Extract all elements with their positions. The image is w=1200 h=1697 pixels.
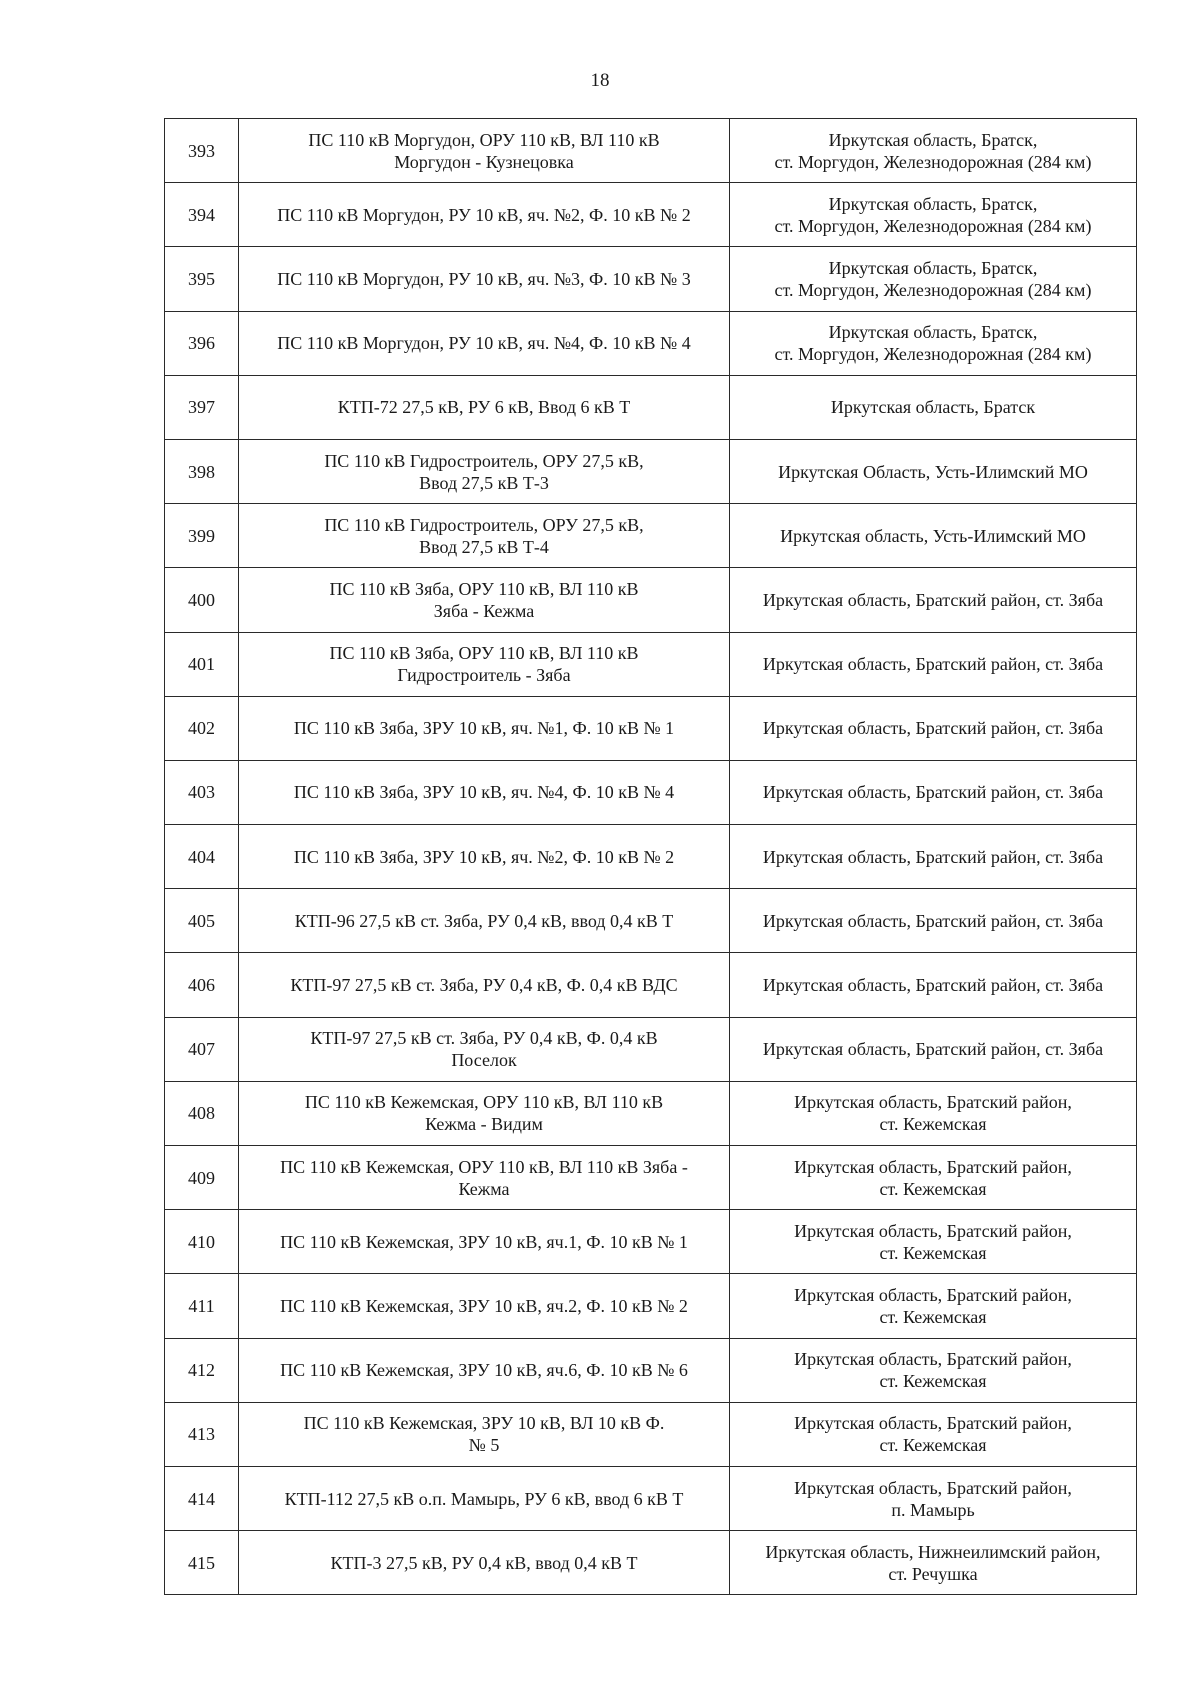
address-text-line: Иркутская область, Братск,	[828, 193, 1038, 214]
table-row	[165, 696, 1137, 760]
object-cell	[239, 889, 730, 953]
object-text-line: КТП-97 27,5 кВ ст. Зяба, РУ 0,4 кВ, Ф. 0,4 кВ ВДС	[290, 975, 678, 996]
address-text-line: ст. Кежемская	[879, 1178, 987, 1199]
address-cell	[730, 696, 1137, 760]
object-text-line: Моргудон - Кузнецовка	[394, 151, 574, 172]
table-row	[165, 1210, 1137, 1274]
row-number-cell: 410	[165, 1210, 239, 1274]
row-number-cell: 405	[165, 889, 239, 953]
address-text-line: Иркутская область, Братск,	[828, 257, 1038, 278]
address-text-line: Иркутская область, Братск	[830, 397, 1036, 418]
table-row	[165, 1466, 1137, 1530]
object-text-line: ПС 110 кВ Кежемская, ОРУ 110 кВ, ВЛ 110 кВ Зяба -	[280, 1156, 688, 1177]
address-text-line: Иркутская область, Братский район, ст. Зяба	[762, 718, 1104, 739]
table-row	[165, 1531, 1137, 1595]
address-text-line: Иркутская область, Братск,	[828, 322, 1038, 343]
object-cell	[239, 183, 730, 247]
object-text-line: КТП-3 27,5 кВ, РУ 0,4 кВ, ввод 0,4 кВ Т	[330, 1552, 638, 1573]
object-text-line: Ввод 27,5 кВ Т-4	[419, 536, 549, 557]
object-cell	[239, 119, 730, 183]
object-cell	[239, 311, 730, 375]
table-row	[165, 183, 1137, 247]
address-text-line: ст. Моргудон, Железнодорожная (284 км)	[774, 151, 1092, 172]
address-cell	[730, 119, 1137, 183]
row-number-cell: 399	[165, 504, 239, 568]
object-text-line: ПС 110 кВ Кежемская, ЗРУ 10 кВ, яч.1, Ф. 10 кВ № 1	[280, 1231, 688, 1252]
object-cell	[239, 1210, 730, 1274]
address-text-line: Иркутская Область, Усть-Илимский МО	[778, 461, 1088, 482]
table-body	[165, 119, 1137, 1595]
address-text-line: п. Мамырь	[891, 1499, 975, 1520]
row-number-cell: 407	[165, 1017, 239, 1081]
row-number-cell: 415	[165, 1531, 239, 1595]
address-text-line: ст. Кежемская	[879, 1435, 987, 1456]
table-row	[165, 504, 1137, 568]
row-number-cell: 413	[165, 1402, 239, 1466]
table-row	[165, 889, 1137, 953]
row-number-cell: 401	[165, 632, 239, 696]
object-text-line: ПС 110 кВ Гидростроитель, ОРУ 27,5 кВ,	[324, 514, 644, 535]
object-text-line: ПС 110 кВ Гидростроитель, ОРУ 27,5 кВ,	[324, 450, 644, 471]
table-row	[165, 953, 1137, 1017]
table-row	[165, 568, 1137, 632]
address-cell	[730, 1338, 1137, 1402]
page-number: 18	[590, 70, 610, 91]
row-number-cell: 395	[165, 247, 239, 311]
row-number-cell: 393	[165, 119, 239, 183]
address-text-line: ст. Моргудон, Железнодорожная (284 км)	[774, 279, 1092, 300]
row-number-cell: 411	[165, 1274, 239, 1338]
table-row	[165, 1274, 1137, 1338]
object-cell	[239, 375, 730, 439]
object-text-line: Поселок	[451, 1050, 517, 1071]
address-text-line: ст. Кежемская	[879, 1306, 987, 1327]
address-cell	[730, 568, 1137, 632]
object-text-line: ПС 110 кВ Кежемская, ЗРУ 10 кВ, яч.2, Ф. 10 кВ № 2	[280, 1295, 688, 1316]
address-text-line: Иркутская область, Братский район, ст. Зяба	[762, 910, 1104, 931]
object-text-line: ПС 110 кВ Зяба, ОРУ 110 кВ, ВЛ 110 кВ	[329, 578, 639, 599]
table-row	[165, 1017, 1137, 1081]
object-cell	[239, 1466, 730, 1530]
address-cell	[730, 504, 1137, 568]
address-text-line: Иркутская область, Братский район, ст. Зяба	[762, 1039, 1104, 1060]
table-row	[165, 825, 1137, 889]
object-cell	[239, 1338, 730, 1402]
object-text-line: ПС 110 кВ Моргудон, РУ 10 кВ, яч. №3, Ф. 10 кВ № 3	[277, 268, 691, 289]
address-text-line: Иркутская область, Братский район,	[794, 1092, 1072, 1113]
row-number-cell: 409	[165, 1146, 239, 1210]
row-number-cell: 408	[165, 1081, 239, 1145]
object-cell	[239, 953, 730, 1017]
address-cell	[730, 825, 1137, 889]
row-number-cell: 402	[165, 696, 239, 760]
objects-table	[164, 118, 1137, 1595]
address-text-line: Иркутская область, Братский район,	[794, 1156, 1072, 1177]
address-text-line: ст. Моргудон, Железнодорожная (284 км)	[774, 344, 1092, 365]
address-cell	[730, 183, 1137, 247]
table-row	[165, 119, 1137, 183]
table-row	[165, 375, 1137, 439]
address-text-line: Иркутская область, Нижнеилимский район,	[765, 1541, 1101, 1562]
object-text-line: ПС 110 кВ Зяба, ОРУ 110 кВ, ВЛ 110 кВ	[329, 643, 639, 664]
row-number-cell: 406	[165, 953, 239, 1017]
object-text-line: ПС 110 кВ Зяба, ЗРУ 10 кВ, яч. №2, Ф. 10 кВ № 2	[293, 846, 675, 867]
address-cell	[730, 889, 1137, 953]
address-text-line: Иркутская область, Братск,	[828, 129, 1038, 150]
table-row	[165, 311, 1137, 375]
address-text-line: Иркутская область, Братский район,	[794, 1220, 1072, 1241]
address-text-line: ст. Кежемская	[879, 1242, 987, 1263]
address-cell	[730, 1274, 1137, 1338]
object-text-line: КТП-96 27,5 кВ ст. Зяба, РУ 0,4 кВ, ввод 0,4 кВ Т	[294, 910, 674, 931]
address-text-line: Иркутская область, Братский район,	[794, 1349, 1072, 1370]
address-text-line: ст. Моргудон, Железнодорожная (284 км)	[774, 215, 1092, 236]
row-number-cell: 404	[165, 825, 239, 889]
address-cell	[730, 375, 1137, 439]
object-text-line: КТП-112 27,5 кВ о.п. Мамырь, РУ 6 кВ, ввод 6 кВ Т	[284, 1488, 684, 1509]
address-cell	[730, 632, 1137, 696]
address-text-line: Иркутская область, Братский район,	[794, 1284, 1072, 1305]
object-cell	[239, 696, 730, 760]
address-text-line: Иркутская область, Братский район, ст. Зяба	[762, 846, 1104, 867]
object-text-line: КТП-72 27,5 кВ, РУ 6 кВ, Ввод 6 кВ Т	[337, 397, 631, 418]
address-cell	[730, 1146, 1137, 1210]
address-cell	[730, 1402, 1137, 1466]
object-cell	[239, 1146, 730, 1210]
row-number-cell: 394	[165, 183, 239, 247]
address-cell	[730, 1210, 1137, 1274]
object-text-line: КТП-97 27,5 кВ ст. Зяба, РУ 0,4 кВ, Ф. 0,4 кВ	[310, 1028, 658, 1049]
address-cell	[730, 1531, 1137, 1595]
object-cell	[239, 247, 730, 311]
row-number-cell: 396	[165, 311, 239, 375]
table-row	[165, 760, 1137, 824]
object-text-line: ПС 110 кВ Кежемская, ЗРУ 10 кВ, ВЛ 10 кВ Ф.	[303, 1413, 665, 1434]
object-text-line: ПС 110 кВ Зяба, ЗРУ 10 кВ, яч. №4, Ф. 10 кВ № 4	[293, 782, 675, 803]
address-text-line: ст. Кежемская	[879, 1114, 987, 1135]
address-cell	[730, 760, 1137, 824]
table-row	[165, 1146, 1137, 1210]
address-text-line: ст. Речушка	[888, 1563, 978, 1584]
object-cell	[239, 632, 730, 696]
object-text-line: Зяба - Кежма	[433, 600, 535, 621]
object-cell	[239, 568, 730, 632]
object-text-line: Кежма	[458, 1178, 510, 1199]
address-text-line: Иркутская область, Усть-Илимский МО	[780, 525, 1086, 546]
row-number-cell: 397	[165, 375, 239, 439]
address-text-line: Иркутская область, Братский район, ст. Зяба	[762, 654, 1104, 675]
object-cell	[239, 825, 730, 889]
object-cell	[239, 504, 730, 568]
address-cell	[730, 247, 1137, 311]
table-row	[165, 247, 1137, 311]
object-cell	[239, 1531, 730, 1595]
address-cell	[730, 1466, 1137, 1530]
object-text-line: ПС 110 кВ Моргудон, ОРУ 110 кВ, ВЛ 110 кВ	[308, 129, 660, 150]
object-text-line: ПС 110 кВ Зяба, ЗРУ 10 кВ, яч. №1, Ф. 10 кВ № 1	[293, 718, 675, 739]
table-row	[165, 632, 1137, 696]
object-cell	[239, 1017, 730, 1081]
row-number-cell: 398	[165, 439, 239, 503]
row-number-cell: 412	[165, 1338, 239, 1402]
table-row	[165, 1081, 1137, 1145]
table-row	[165, 1402, 1137, 1466]
object-cell	[239, 760, 730, 824]
object-text-line: Кежма - Видим	[425, 1114, 543, 1135]
address-cell	[730, 439, 1137, 503]
row-number-cell: 400	[165, 568, 239, 632]
object-cell	[239, 439, 730, 503]
object-text-line: ПС 110 кВ Кежемская, ОРУ 110 кВ, ВЛ 110 кВ	[304, 1092, 664, 1113]
address-cell	[730, 1081, 1137, 1145]
address-text-line: Иркутская область, Братский район,	[794, 1477, 1072, 1498]
object-cell	[239, 1081, 730, 1145]
object-text-line: ПС 110 кВ Кежемская, ЗРУ 10 кВ, яч.6, Ф. 10 кВ № 6	[280, 1360, 688, 1381]
object-cell	[239, 1274, 730, 1338]
address-cell	[730, 311, 1137, 375]
object-text-line: № 5	[468, 1435, 500, 1456]
table-row	[165, 1338, 1137, 1402]
object-text-line: Ввод 27,5 кВ Т-3	[419, 472, 549, 493]
table-row	[165, 439, 1137, 503]
address-text-line: Иркутская область, Братский район,	[794, 1413, 1072, 1434]
object-text-line: Гидростроитель - Зяба	[397, 665, 571, 686]
object-text-line: ПС 110 кВ Моргудон, РУ 10 кВ, яч. №2, Ф. 10 кВ № 2	[277, 204, 691, 225]
address-text-line: ст. Кежемская	[879, 1371, 987, 1392]
object-cell	[239, 1402, 730, 1466]
row-number-cell: 403	[165, 760, 239, 824]
address-text-line: Иркутская область, Братский район, ст. Зяба	[762, 589, 1104, 610]
row-number-cell: 414	[165, 1466, 239, 1530]
address-text-line: Иркутская область, Братский район, ст. Зяба	[762, 782, 1104, 803]
address-text-line: Иркутская область, Братский район, ст. Зяба	[762, 975, 1104, 996]
object-text-line: ПС 110 кВ Моргудон, РУ 10 кВ, яч. №4, Ф. 10 кВ № 4	[277, 333, 691, 354]
address-cell	[730, 1017, 1137, 1081]
address-cell	[730, 953, 1137, 1017]
